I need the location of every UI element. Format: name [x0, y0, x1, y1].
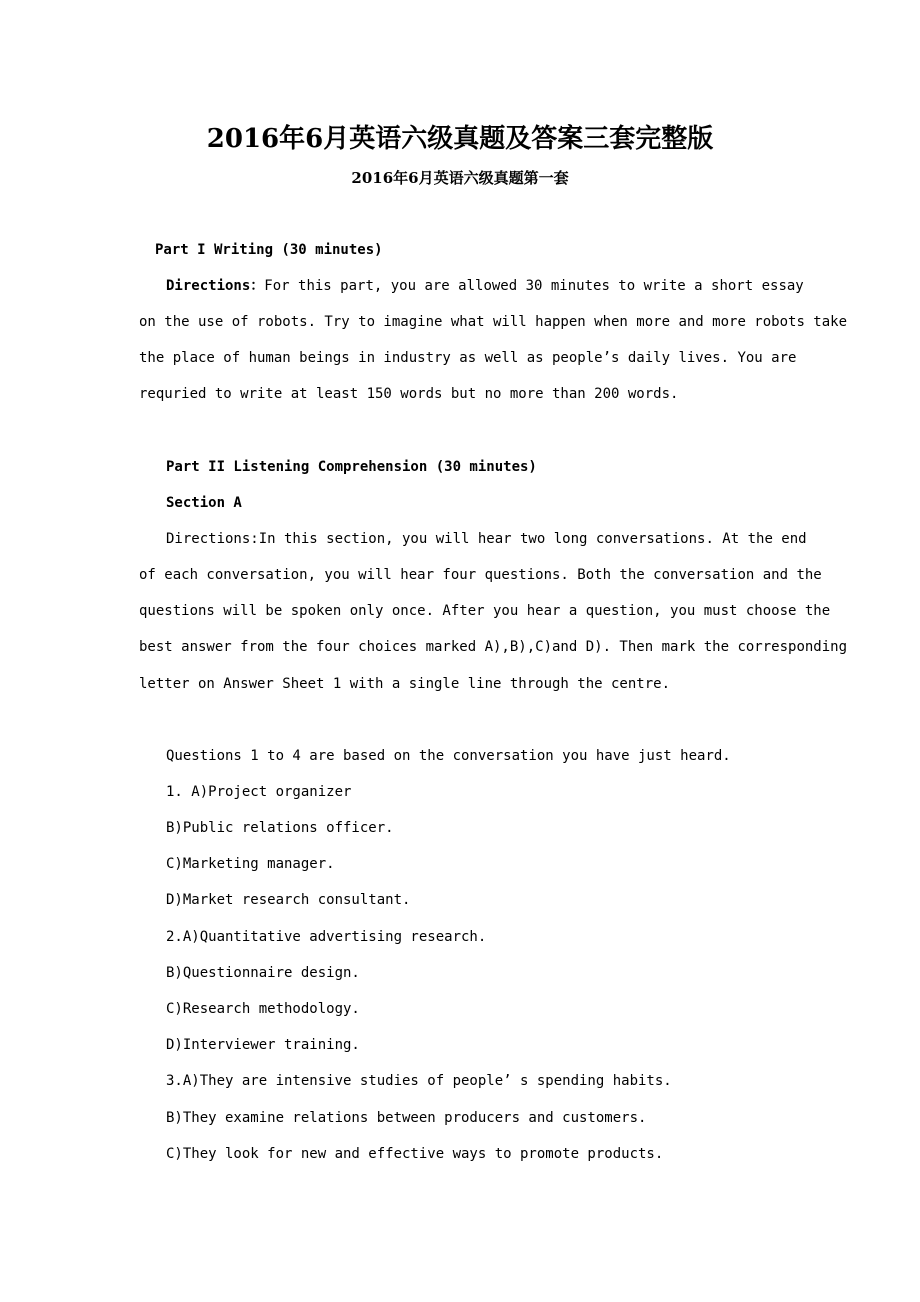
part2-heading: Part II Listening Comprehension (30 minutes) — [166, 459, 537, 475]
part1-directions-label: Directions： — [166, 278, 265, 294]
part1-directions-line: on the use of robots. Try to imagine what will happen when more and more robots take — [139, 314, 848, 330]
question-option: C)They look for new and effective ways to promote products. — [166, 1146, 664, 1162]
part1-directions-line: requried to write at least 150 words but no more than 200 words. — [139, 386, 679, 402]
question-option: D)Interviewer training. — [166, 1037, 360, 1053]
part2-directions-line: best answer from the four choices marked A),B),C)and D). Then mark the corresponding — [139, 639, 848, 655]
question-option: B)Public relations officer. — [166, 820, 394, 836]
question-option: D)Market research consultant. — [166, 892, 411, 908]
question-option: 2.A)Quantitative advertising research. — [166, 929, 487, 945]
questions-intro: Questions 1 to 4 are based on the conversation you have just heard. — [166, 748, 731, 764]
question-option: C)Marketing manager. — [166, 856, 335, 872]
question-option: B)Questionnaire design. — [166, 965, 360, 981]
question-option: C)Research methodology. — [166, 1001, 360, 1017]
question-option: 3.A)They are intensive studies of people’ s spending habits. — [166, 1073, 672, 1089]
section-a-heading: Section A — [166, 495, 242, 511]
document-title: 2016年6月英语六级真题及答案三套完整版 — [206, 124, 714, 154]
part2-directions-line: letter on Answer Sheet 1 with a single line through the centre. — [139, 676, 671, 692]
part1-heading: Part I Writing (30 minutes) — [155, 242, 383, 258]
question-option: B)They examine relations between producers and customers. — [166, 1110, 647, 1126]
part1-directions-line: the place of human beings in industry as well as people’s daily lives. You are — [139, 350, 797, 366]
part2-directions-line: questions will be spoken only once. After you hear a question, you must choose the — [139, 603, 831, 619]
part1-directions-text: For this part, you are allowed 30 minutes to write a short essay — [264, 278, 804, 294]
document-subtitle: 2016年6月英语六级真题第一套 — [351, 169, 569, 187]
part1-directions-first-line — [166, 276, 804, 296]
part2-directions-line: of each conversation, you will hear four questions. Both the conversation and the — [139, 567, 822, 583]
question-option: 1. A)Project organizer — [166, 784, 352, 800]
part2-directions-line: Directions:In this section, you will hear two long conversations. At the end — [166, 531, 807, 547]
